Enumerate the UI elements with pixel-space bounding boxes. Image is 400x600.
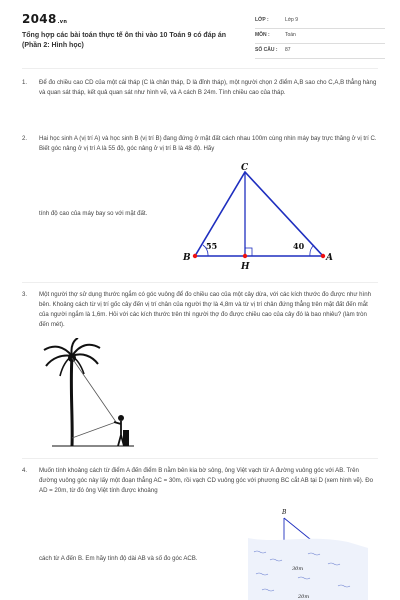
river-area <box>248 538 368 600</box>
river-figure <box>248 508 368 600</box>
label-h: H <box>241 262 250 272</box>
meta-row-count <box>255 44 385 59</box>
meta-value: 87 <box>285 47 291 53</box>
question-divider <box>22 458 378 459</box>
triangle-figure <box>175 160 335 275</box>
palm-tree <box>44 338 100 446</box>
surveyor-person <box>114 415 129 446</box>
meta-label: LỚP : <box>255 17 269 23</box>
meta-label: MÔN : <box>255 32 270 38</box>
site-logo[interactable] <box>22 12 67 26</box>
label-b: B <box>183 253 191 263</box>
document-header <box>0 0 400 62</box>
question-number: 3. <box>22 291 28 298</box>
meta-info <box>255 14 385 59</box>
label-c: C <box>241 163 249 173</box>
label-b: B <box>282 509 287 516</box>
question-text-continued: cách từ A đến B. Em hãy tính độ dài AB và số đo góc ACB. <box>39 555 198 562</box>
header-divider <box>22 68 378 69</box>
question-text: Hai học sinh A (vị trí A) và học sinh B (vị trí B) đang đứng ở mặt đất cách nhau 100m cùng nhìn máy bay trực thăng ở vị trí C. Biết góc nâng ở vị trí A là 55 độ, góc nâng ở vị trí B là 48 độ. Hãy <box>39 135 377 152</box>
logo-domain: .vn <box>57 19 68 25</box>
sight-line-top <box>72 358 116 422</box>
meta-label: SỐ CÂU : <box>255 47 278 53</box>
label-ac-length: 30m <box>292 566 304 572</box>
angle-value-a: 40 <box>293 241 305 251</box>
point-h <box>243 254 247 258</box>
point-a <box>321 254 325 258</box>
meta-row-subject <box>255 29 385 44</box>
meta-row-class <box>255 14 385 29</box>
question-number: 4. <box>22 467 28 474</box>
meta-value: Lớp 9 <box>285 17 299 23</box>
document-title: Tổng hợp các bài toán thực tế ôn thi vào 10 Toán 9 có đáp án (Phần 2: Hình học) <box>22 32 226 49</box>
question-text-continued: tính độ cao của máy bay so với mặt đất. <box>39 210 148 217</box>
question-number: 2. <box>22 135 28 142</box>
point-b <box>193 254 197 258</box>
label-ad-length: 20m <box>298 594 310 600</box>
question-text: Một người thợ sử dụng thước ngắm có góc vuông để đo chiều cao của một cây dừa, với các kích thước đo được như hình bên. Khoảng cách từ vị trí gốc cây đến vị trí chân của người thợ là 4,8m và từ vị trí chân đứng thẳng trên mặt đất đến mắt của người ngắm là 1,6m. Hỏi với các kích thước trên thì người thợ đo được chiều cao của cây đó là bao nhiêu? (làm tròn đến mét). <box>39 291 371 328</box>
label-a: A <box>326 253 333 263</box>
question-divider <box>22 282 378 283</box>
question-text: Để đo chiều cao CD của một cái tháp (C là chân tháp, D là đỉnh tháp), một người chọn 2 điểm A,B sao cho C,A,B thẳng hàng và quan sát tháp, kết quả quan sát như hình vẽ, và A cách B 24m. Tính chiều cao của tháp. <box>39 79 377 96</box>
question-number: 1. <box>22 79 28 86</box>
logo-text: 2048 <box>22 12 57 26</box>
question-text: Muốn tính khoảng cách từ điểm A đến điểm B nằm bên kia bờ sông, ông Việt vạch từ A đường vuông góc với AB. Trên đường vuông góc này lấy một đoạn thẳng AC = 30m, rồi vạch CD vuông góc với phương BC cắt AB tại D (xem hình vẽ). Đo AD = 20m, từ đó ông Việt tính được khoảng <box>39 467 373 494</box>
palm-tree-figure <box>42 338 134 448</box>
sight-line-bottom <box>72 422 116 438</box>
angle-value-b: 55 <box>206 241 218 251</box>
meta-value: Toán <box>285 32 296 38</box>
